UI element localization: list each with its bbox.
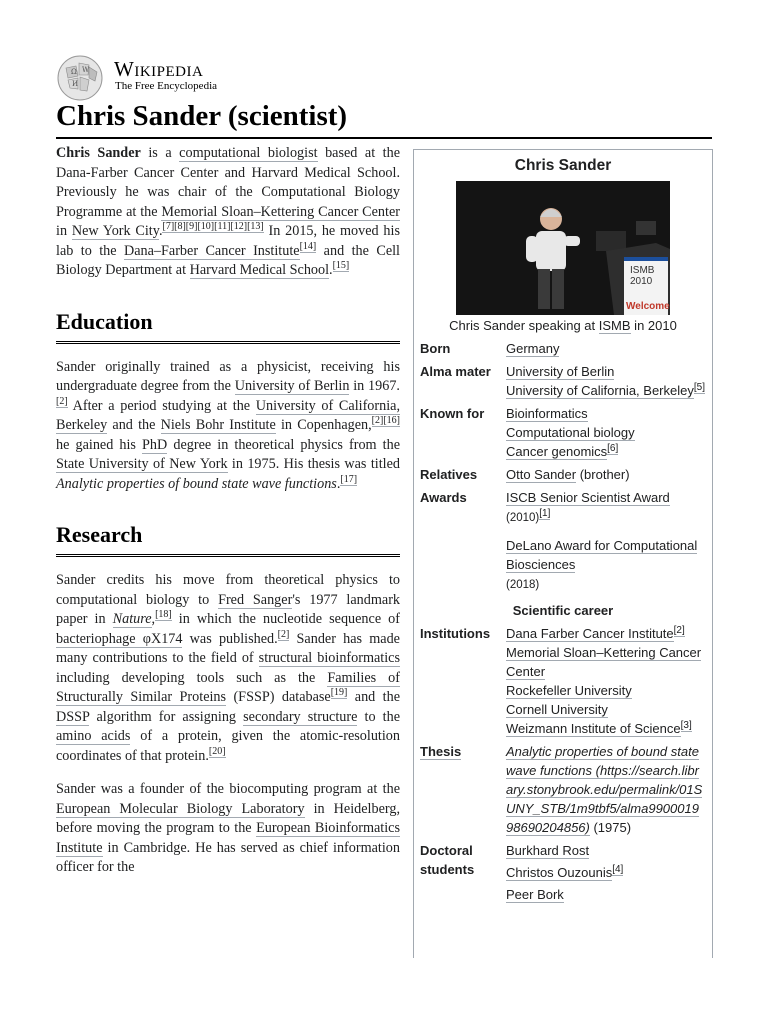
text: ,	[151, 611, 156, 627]
education-paragraph	[56, 358, 400, 495]
link-structural-bioinformatics[interactable]: structural bioinformatics	[258, 650, 401, 666]
link-university-of-berlin[interactable]: University of Berlin	[234, 378, 350, 394]
link-germany[interactable]: Germany	[506, 341, 560, 356]
link-bioinformatics[interactable]: Bioinformatics	[506, 406, 588, 421]
link-christos-ouzounis[interactable]: Christos Ouzounis	[506, 865, 613, 880]
citation-ref[interactable]: [5]	[693, 381, 705, 393]
text: algorithm for assigning	[89, 708, 244, 725]
link-uc-berkeley[interactable]: University of California, Berkeley	[506, 383, 694, 398]
link-suny[interactable]: State University of New York	[56, 456, 228, 472]
text: in	[56, 223, 72, 239]
citation-ref[interactable]: [14]	[299, 240, 317, 252]
text: Sander has made many contributions to the field of	[56, 630, 400, 666]
svg-text:W: W	[82, 66, 90, 74]
link-embl[interactable]: European Molecular Biology Laboratory	[56, 800, 305, 817]
award-year: (2010)	[506, 512, 540, 524]
label-doctoral-students: Doctoral students	[420, 843, 475, 877]
section-heading-education: Education	[56, 307, 400, 344]
label-relatives: Relatives	[420, 467, 478, 482]
photo-sign-year: 2010	[630, 276, 653, 287]
label-known-for: Known for	[420, 406, 485, 421]
citation-ref[interactable]: [2]	[56, 395, 68, 407]
link-uc-berkeley[interactable]: University of California, Berkeley	[56, 397, 400, 433]
citation-refs[interactable]: [7][8][9][10][11][12][13]	[162, 221, 264, 233]
link-dssp[interactable]: DSSP	[56, 708, 90, 725]
text: in 1975. His thesis was titled	[227, 456, 400, 472]
link-ismb[interactable]: ISMB	[598, 318, 631, 333]
link-amino-acids[interactable]: amino acids	[56, 728, 131, 744]
site-header	[56, 54, 716, 98]
text: in Heidelberg, before moving the program to the	[56, 800, 400, 836]
text: Sander originally trained as a physicist, receiving his undergraduate degree from the	[56, 358, 400, 394]
label-thesis	[420, 742, 506, 837]
text: in Copenhagen,	[275, 417, 372, 433]
link-new-york-city[interactable]: New York City	[71, 223, 159, 239]
citation-ref[interactable]: [19]	[330, 687, 348, 699]
research-paragraph-1	[56, 571, 400, 766]
link-university-of-berlin[interactable]: University of Berlin	[506, 364, 615, 379]
page-title: Chris Sander (scientist)	[56, 98, 712, 139]
text: 's 1977 landmark paper in	[56, 591, 401, 627]
link-dana-farber[interactable]: Dana–Farber Cancer Institute	[123, 242, 300, 259]
link-delano-award[interactable]: DeLano Award for Computational Biosciences	[506, 538, 698, 572]
row-awards	[414, 488, 712, 595]
text: in 2010	[630, 318, 677, 333]
text: (brother)	[576, 467, 630, 482]
photo-caption	[414, 316, 712, 335]
wikipedia-globe-logo[interactable]	[56, 54, 104, 102]
link-weizmann[interactable]: Weizmann Institute of Science	[506, 721, 681, 736]
thesis-title: Analytic properties of bound state wave functions	[56, 475, 337, 492]
text: Chris Sander speaking at	[449, 318, 599, 333]
link-fred-sanger[interactable]: Fred Sanger	[218, 591, 293, 608]
link-bacteriophage[interactable]: bacteriophage φX174	[56, 630, 183, 647]
photo-sign-welcome: Welcome	[626, 301, 670, 312]
text: to the	[357, 708, 400, 725]
text: in which the nucleotide sequence of	[171, 611, 400, 627]
award-year: (2018)	[506, 579, 540, 591]
link-niels-bohr-institute[interactable]: Niels Bohr Institute	[160, 417, 276, 433]
section-scientific-career: Scientific career	[512, 603, 614, 618]
text: and the	[347, 689, 400, 705]
text: including developing tools such as the	[56, 669, 328, 686]
row-doctoral-students	[414, 841, 712, 904]
row-known-for	[414, 404, 712, 461]
citation-ref[interactable]: [17]	[340, 473, 358, 485]
citation-ref[interactable]: [4]	[612, 863, 624, 875]
text: (FSSP) database	[226, 689, 331, 705]
link-computational-biologist[interactable]: computational biologist	[179, 145, 318, 161]
link-peer-bork[interactable]: Peer Bork	[506, 887, 564, 902]
link-iscb-award[interactable]: ISCB Senior Scientist Award	[506, 490, 670, 505]
text: and the Cell Biology Department at	[56, 242, 400, 278]
thesis-year: (1975)	[589, 820, 632, 835]
link-otto-sander[interactable]: Otto Sander	[506, 467, 577, 482]
link-dana-farber[interactable]: Dana Farber Cancer Institute	[506, 626, 674, 641]
text: of a protein, given the atomic-resolution coordinates of that protein.	[56, 728, 400, 764]
text: After a period studying at the	[67, 397, 256, 414]
citation-ref[interactable]: [15]	[332, 260, 350, 272]
svg-text:Ω: Ω	[71, 68, 77, 76]
text: and the	[107, 417, 161, 433]
link-rockefeller[interactable]: Rockefeller University	[506, 683, 632, 698]
portrait-photo[interactable]	[456, 181, 670, 315]
citation-ref[interactable]: [3]	[680, 719, 692, 731]
link-cornell[interactable]: Cornell University	[506, 702, 608, 717]
thesis-url: (https://search.library.stonybrook.edu/permalink/01SUNY_STB/1m9tbf5/alma990001998690204856)	[506, 763, 703, 835]
text: he gained his	[56, 436, 143, 453]
link-thesis-label[interactable]: Thesis	[420, 744, 462, 759]
row-institutions	[414, 624, 712, 738]
link-harvard-medical-school[interactable]: Harvard Medical School	[189, 262, 330, 278]
row-alma-mater	[414, 362, 712, 400]
link-computational-biology[interactable]: Computational biology	[506, 425, 635, 440]
label-institutions: Institutions	[420, 626, 491, 641]
link-ebi[interactable]: European Bioinformatics Institute	[56, 820, 400, 856]
thesis-title: Analytic properties of bound state wave functions	[506, 744, 699, 778]
text: based at the Dana-Farber Cancer Center and Harvard Medical School. Previously he was chair of the Computational Biology Programme at the	[56, 145, 401, 220]
photo-sign-ismb: ISMB	[630, 265, 655, 276]
label-awards: Awards	[420, 490, 467, 505]
link-fssp[interactable]: Families of Structurally Similar Proteins	[56, 669, 401, 705]
link-nature[interactable]: Nature	[112, 611, 152, 627]
text: in 1967.	[349, 378, 400, 394]
text: .	[158, 223, 163, 239]
svg-text:И: И	[72, 80, 79, 88]
label-born: Born	[420, 341, 451, 356]
tagline: The Free Encyclopedia	[115, 80, 218, 92]
intro-paragraph	[56, 144, 400, 281]
infobox	[413, 149, 713, 958]
link-secondary-structure[interactable]: secondary structure	[243, 708, 358, 725]
label-alma-mater: Alma mater	[420, 364, 491, 379]
infobox-title: Chris Sander	[514, 157, 612, 174]
citation-ref[interactable]: [6]	[607, 442, 619, 454]
text: Sander credits his move from theoretical physics to computational biology to	[56, 572, 400, 608]
row-thesis	[414, 742, 712, 837]
text: Sander was a founder of the biocomputing program at the	[56, 781, 400, 797]
text: in Cambridge. He has served as chief information officer for the	[56, 839, 400, 875]
row-born	[414, 339, 712, 358]
link-mskcc[interactable]: Memorial Sloan–Kettering Cancer Center	[161, 203, 400, 220]
section-heading-research: Research	[56, 520, 400, 557]
text: .	[329, 262, 333, 278]
citation-ref[interactable]: [2][16]	[371, 415, 400, 427]
article-body	[56, 144, 400, 892]
citation-ref[interactable]: [18]	[155, 609, 172, 621]
text: is a	[140, 145, 180, 161]
link-burkhard-rost[interactable]: Burkhard Rost	[506, 843, 590, 858]
text: In 2015, he moved his lab to the	[56, 223, 400, 259]
text: was published.	[182, 630, 278, 647]
link-cancer-genomics[interactable]: Cancer genomics	[506, 444, 608, 459]
citation-ref[interactable]: [1]	[539, 507, 551, 519]
research-paragraph-2	[56, 780, 400, 878]
text: .	[336, 475, 341, 492]
link-mskcc[interactable]: Memorial Sloan–Kettering Cancer Center	[506, 645, 702, 679]
text: degree in theoretical physics from the	[167, 436, 401, 453]
citation-ref[interactable]: [2]	[277, 628, 290, 640]
wordmark[interactable]: Wikipedia	[114, 57, 204, 81]
citation-ref[interactable]: [2]	[673, 624, 685, 636]
link-phd[interactable]: PhD	[142, 436, 168, 453]
row-relatives	[414, 465, 712, 484]
subject-name: Chris Sander	[56, 145, 141, 161]
photo-illustration	[456, 181, 670, 315]
citation-ref[interactable]: [20]	[208, 745, 226, 757]
